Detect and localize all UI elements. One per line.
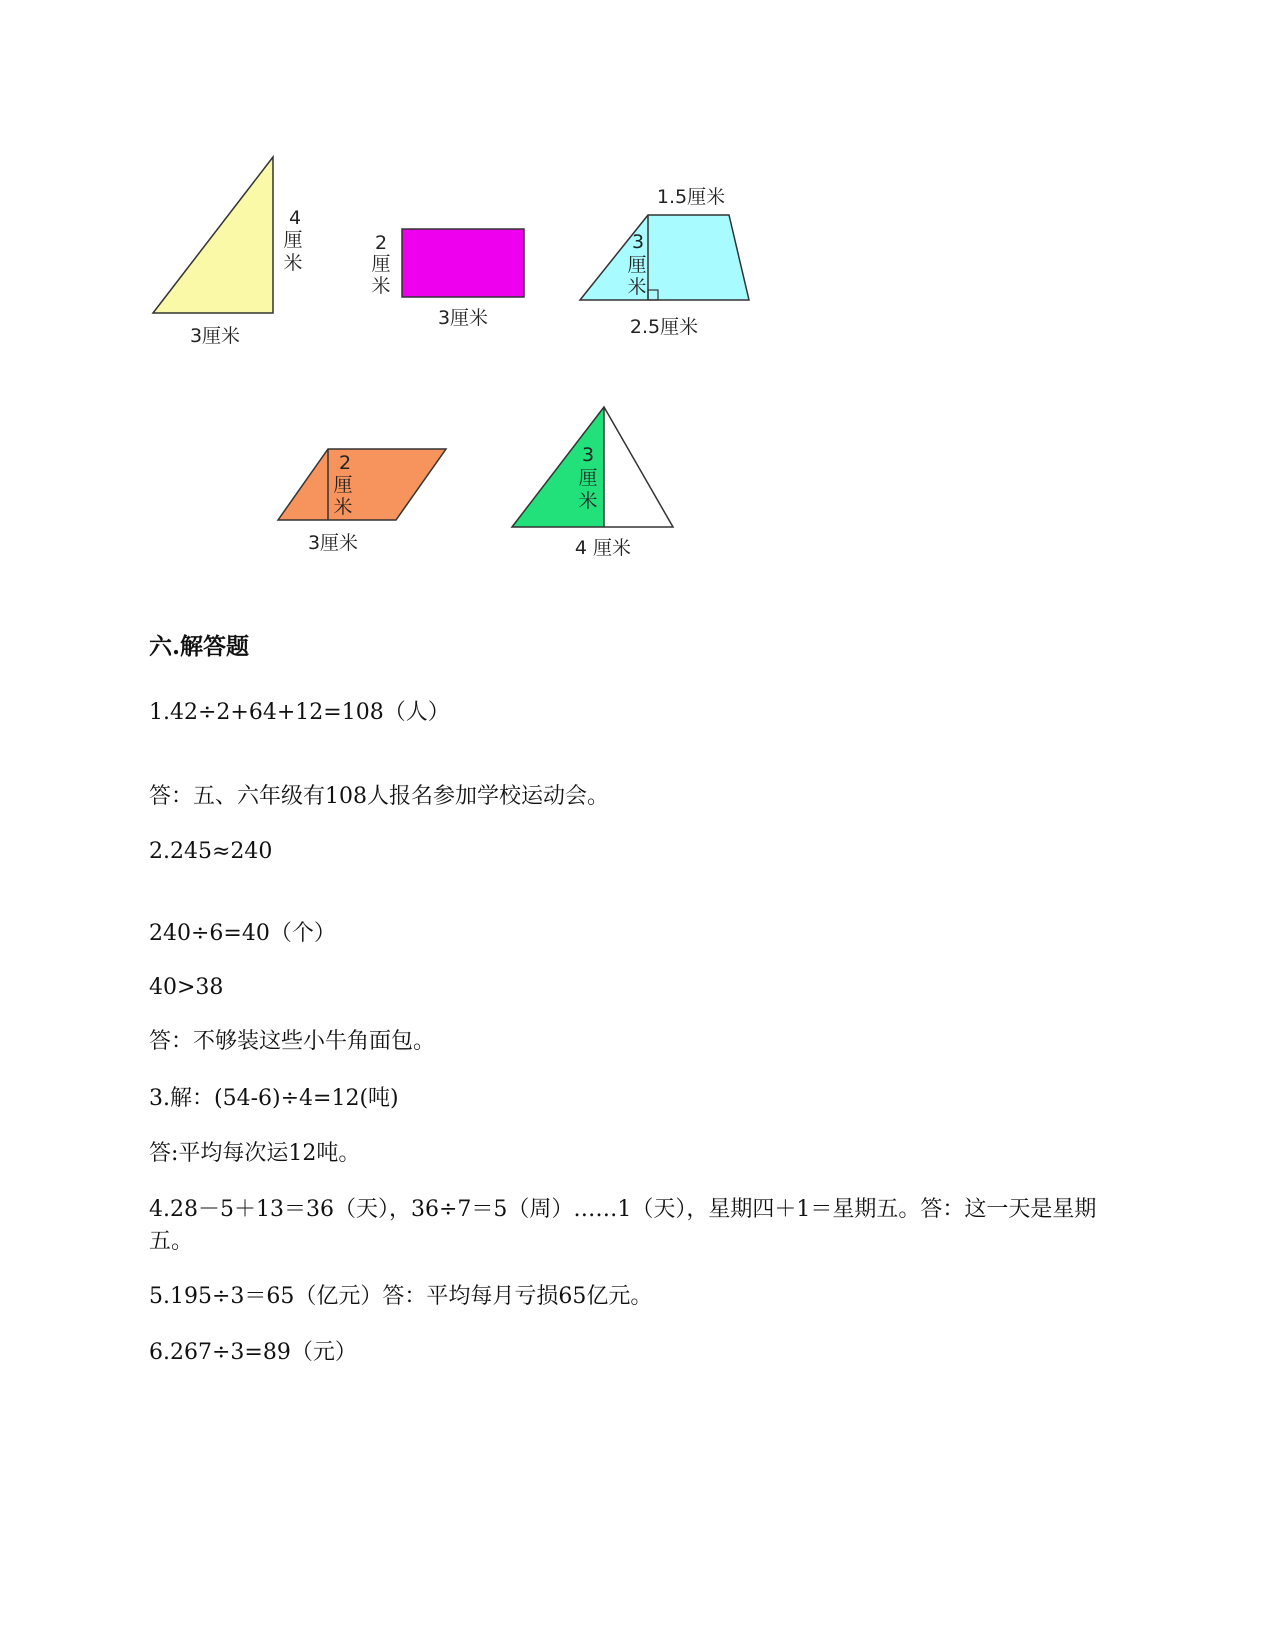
answer-line-9: 4.28－5＋13＝36（天），36÷7＝5（周）……1（天），星期四＋1＝星期五。答：这一天是星期五。 xyxy=(149,1197,1097,1254)
rectangle-height-char2: 米 xyxy=(371,275,391,297)
parallelogram-height-char2: 米 xyxy=(333,496,353,518)
answer-line-2: 答：五、六年级有108人报名参加学校运动会。 xyxy=(149,784,609,809)
parallelogram-height-char1: 厘 xyxy=(333,474,353,496)
trapezoid-figure xyxy=(580,186,749,338)
answer-line-11: 6.267÷3=89（元） xyxy=(149,1340,357,1365)
rectangle-base-label: 3厘米 xyxy=(437,307,489,329)
triangle-height-digit: 3 xyxy=(581,444,595,466)
rectangle-shape xyxy=(402,229,524,297)
rectangle-height-char1: 厘 xyxy=(371,253,391,275)
answer-line-8: 答:平均每次运12吨。 xyxy=(149,1141,361,1166)
triangle-height-char2: 米 xyxy=(578,490,598,512)
answer-line-3: 2.245≈240 xyxy=(149,839,273,864)
right-triangle-height-digit: 4 xyxy=(288,207,302,229)
parallelogram-shape xyxy=(278,449,446,520)
trapezoid-height-digit: 3 xyxy=(631,231,645,253)
answer-line-1: 1.42÷2+64+12=108（人） xyxy=(149,700,450,725)
parallelogram-height-digit: 2 xyxy=(338,452,352,474)
answer-line-4: 240÷6=40（个） xyxy=(149,921,336,946)
right-triangle-figure xyxy=(153,157,303,347)
trapezoid-height-char2: 米 xyxy=(627,276,647,298)
trapezoid-top-label: 1.5厘米 xyxy=(656,186,726,208)
right-triangle-height-char2: 米 xyxy=(283,252,303,274)
section-title: 六.解答题 xyxy=(149,633,250,660)
parallelogram-figure xyxy=(278,449,446,554)
parallelogram-base-label: 3厘米 xyxy=(307,532,359,554)
answer-line-10: 5.195÷3＝65（亿元）答：平均每月亏损65亿元。 xyxy=(149,1284,653,1309)
answer-line-6: 答：不够装这些小牛角面包。 xyxy=(149,1029,436,1054)
triangle-base-label: 4 厘米 xyxy=(574,537,632,559)
rectangle-figure xyxy=(371,229,524,329)
trapezoid-shape xyxy=(580,215,749,300)
right-triangle-base-label: 3厘米 xyxy=(189,325,241,347)
trapezoid-height-char1: 厘 xyxy=(627,254,647,276)
right-triangle-height-char1: 厘 xyxy=(283,229,303,251)
answer-line-5: 40>38 xyxy=(149,975,224,1000)
triangle-figure xyxy=(512,407,673,559)
right-triangle-shape xyxy=(153,157,273,313)
answer-line-7: 3.解：(54-6)÷4=12(吨) xyxy=(149,1086,399,1111)
geometry-figures xyxy=(0,0,1275,600)
trapezoid-base-label: 2.5厘米 xyxy=(629,316,699,338)
triangle-height-char1: 厘 xyxy=(578,467,598,489)
rectangle-height-digit: 2 xyxy=(374,232,388,254)
